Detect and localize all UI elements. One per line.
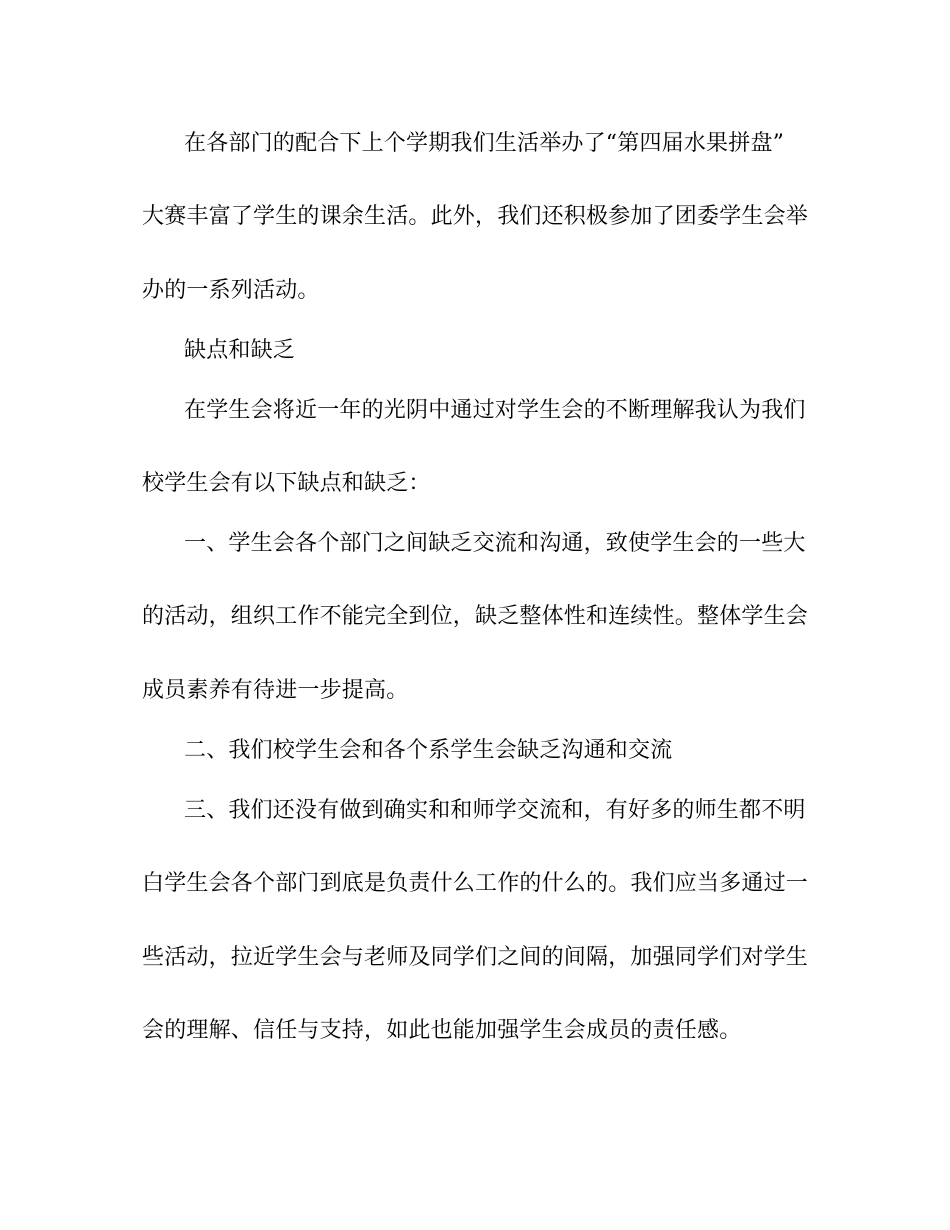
section-heading: 缺点和缺乏	[184, 338, 296, 363]
paragraph-line: 会的理解、信任与支持，如此也能加强学生会成员的责任感。	[142, 1018, 742, 1043]
paragraph-line: 成员素养有待进一步提高。	[142, 678, 409, 703]
paragraph-line: 些活动，拉近学生会与老师及同学们之间的间隔，加强同学们对学生	[142, 945, 809, 970]
paragraph-line: 办的一系列活动。	[142, 278, 320, 303]
paragraph-line: 一、学生会各个部门之间缺乏交流和沟通，致使学生会的一些大	[184, 531, 806, 556]
paragraph-line: 在学生会将近一年的光阴中通过对学生会的不断理解我认为我们	[184, 398, 806, 423]
paragraph-line: 校学生会有以下缺点和缺乏：	[142, 471, 431, 496]
paragraph-line: 三、我们还没有做到确实和和师学交流和，有好多的师生都不明	[184, 798, 806, 823]
paragraph-line: 二、我们校学生会和各个系学生会缺乏沟通和交流	[184, 738, 673, 763]
paragraph-line: 的活动，组织工作不能完全到位，缺乏整体性和连续性。整体学生会	[142, 604, 809, 629]
paragraph-line: 大赛丰富了学生的课余生活。此外，我们还积极参加了团委学生会举	[142, 204, 809, 229]
paragraph-line: 白学生会各个部门到底是负责什么工作的什么的。我们应当多通过一	[142, 871, 809, 896]
paragraph-line: 在各部门的配合下上个学期我们生活举办了“第四届水果拼盘”	[184, 131, 785, 156]
